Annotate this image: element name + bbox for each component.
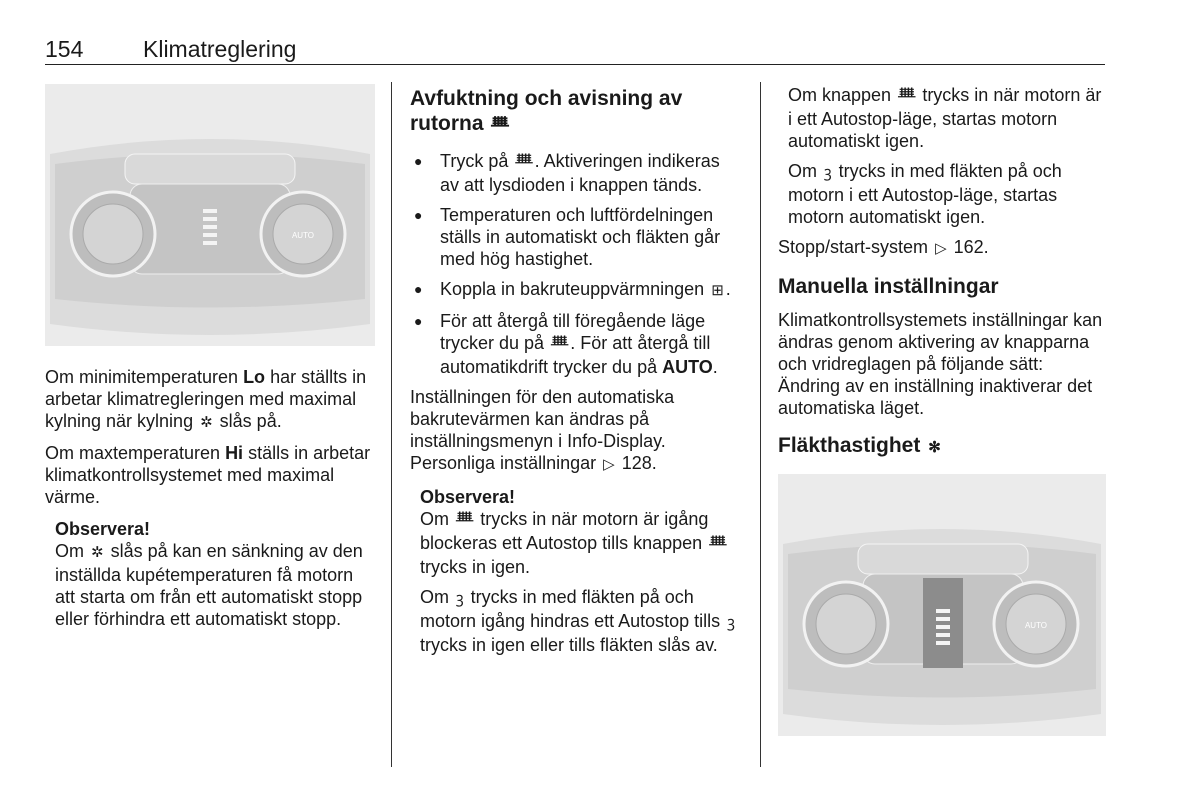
arrow-icon: ▷ xyxy=(603,456,615,473)
fan-icon: ✻ xyxy=(928,439,941,456)
paragraph: Klimatkontrollsystemets inställningar kan ändras genom aktivering av knapparna och vridreglagen på följande sätt: Ändring av en inställning inaktiverar det automatiska läget. xyxy=(778,310,1103,418)
paragraph: Om minimitemperaturen Lo har ställts in arbetar klimatregleringen med maximal kylning när kylning ✲ slås på. xyxy=(45,366,375,434)
fan-panel-illustration xyxy=(778,474,1106,736)
paragraph: Inställningen för den automatiska bakrutevärmen kan ändras på inställningsmenyn i Info-Display. Personliga inställningar ▷ 128. xyxy=(410,386,740,476)
column-1 xyxy=(45,80,375,630)
paragraph: Stopp/start-system ▷ 162. xyxy=(778,236,1108,260)
column-3 xyxy=(778,84,1108,736)
list-item: ● För att återgå till föregående läge trycker du på ᚙ . För att återgå till automatikdrift trycker du på AUTO. xyxy=(410,310,740,378)
defrost-icon: ᚙ xyxy=(898,88,916,105)
defrost-icon: ᚙ xyxy=(456,512,474,529)
svg-text:AUTO: AUTO xyxy=(291,231,315,240)
defrost-icon: ᚙ xyxy=(491,117,509,134)
defrost-icon: ᚙ xyxy=(551,336,569,353)
fan-off-icon: ꝫ xyxy=(456,590,464,607)
fan-off-icon: ꝫ xyxy=(727,614,735,631)
note-text: Om ᚙ trycks in när motorn är igång blockeras ett Autostop tills knappen ᚙ trycks in igen. xyxy=(420,509,727,577)
column-divider xyxy=(760,82,761,767)
note-title: Observera! xyxy=(55,519,151,539)
fan-speed-figure xyxy=(778,474,1106,736)
list-item: ● Temperaturen och luftfördelningen ställs in automatiskt och fläkten går med hög hastighet. xyxy=(410,204,740,270)
column-2 xyxy=(410,86,740,664)
rear-defrost-icon: ⊞ xyxy=(711,282,724,299)
snowflake-icon: ✲ xyxy=(91,544,104,561)
fan-off-icon: ꝫ xyxy=(824,164,832,181)
note-text: Om ꝫ trycks in med fläkten på och motorn igång hindras ett Autostop tills ꝫ trycks in igen eller tills fläkten slås av. xyxy=(420,587,735,655)
climate-panel-figure xyxy=(45,84,375,346)
defrost-icon: ᚙ xyxy=(515,154,533,171)
note-box xyxy=(55,518,375,630)
section-title: Klimatreglering xyxy=(143,36,297,62)
column-divider xyxy=(391,82,392,767)
paragraph: Om maxtemperaturen Hi ställs in arbetar klimatkontrollsystemet med maximal värme. xyxy=(45,443,371,507)
note-continuation xyxy=(788,84,1108,228)
climate-panel-illustration xyxy=(45,84,375,346)
section-heading: Fläkthastighet ✻ xyxy=(778,433,1108,460)
list-item: ● Koppla in bakruteuppvärmningen ⊞ . xyxy=(410,278,740,302)
bullet-list xyxy=(410,150,740,378)
section-heading: Manuella inställningar xyxy=(778,275,999,298)
arrow-icon: ▷ xyxy=(935,240,947,257)
page-header xyxy=(45,34,1105,65)
note-text: Om ✲ slås på kan en sänkning av den inställda kupétemperaturen få motorn att starta om från ett automatiskt stopp eller förhindra ett automatiskt stopp. xyxy=(55,541,363,629)
snowflake-icon: ✲ xyxy=(200,414,213,431)
note-box xyxy=(420,486,740,656)
note-text: Om knappen ᚙ trycks in när motorn är i ett Autostop-läge, startas motorn automatiskt igen. xyxy=(788,85,1102,151)
defrost-icon: ᚙ xyxy=(709,536,727,553)
section-heading: Avfuktning och avisning av rutorna ᚙ xyxy=(410,86,740,138)
list-item: ● Tryck på ᚙ . Aktiveringen indikeras av att lysdioden i knappen tänds. xyxy=(410,150,740,196)
note-title: Observera! xyxy=(420,487,516,507)
note-text: Om ꝫ trycks in med fläkten på och motorn i ett Autostop-läge, startas motorn automatiskt igen. xyxy=(788,161,1062,227)
svg-text:AUTO: AUTO xyxy=(1024,621,1048,630)
page-number: 154 xyxy=(45,36,84,62)
